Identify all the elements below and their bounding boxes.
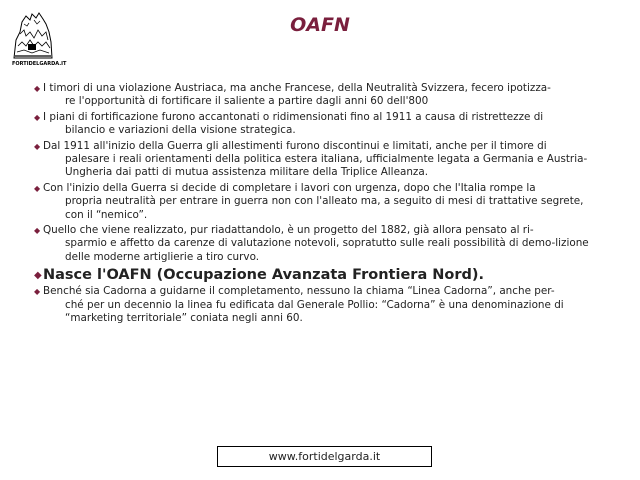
bullet-item-highlight: [34, 266, 604, 284]
bullet-line: Quello che viene realizzato, pur riadattandolo, è un progetto del 1882, già allora pensato al ri-: [43, 224, 534, 237]
diamond-bullet-icon: ◆: [34, 270, 42, 282]
bullet-item: [34, 111, 604, 138]
bullet-continuation: sparmio e affetto da carenze di valutazione notevoli, sopratutto sulle reali possibilità di demo-lizione delle moderne artiglierie a tiro curvo.: [65, 237, 589, 263]
bullet-item: [34, 285, 604, 325]
logo-text: FORTIDELGARDA.IT: [12, 61, 67, 67]
diamond-bullet-icon: ◆: [34, 112, 41, 122]
diamond-bullet-icon: ◆: [34, 183, 41, 193]
bullet-line: I timori di una violazione Austriaca, ma anche Francese, della Neutralità Svizzera, fecero ipotizza-: [43, 82, 551, 94]
diamond-bullet-icon: ◆: [34, 226, 41, 236]
highlight-text: Nasce l'OAFN (Occupazione Avanzata Frontiera Nord).: [43, 267, 485, 284]
bullet-continuation: propria neutralità per entrare in guerra non con l'alleato ma, a seguito di mesi di trattative segrete, con il “nemico”.: [65, 195, 584, 221]
bullet-continuation: bilancio e variazioni della visione strategica.: [65, 124, 296, 137]
bullet-item: [34, 224, 604, 264]
bullet-line: Con l'inizio della Guerra si decide di completare i lavori con urgenza, dopo che l'Italia rompe la: [43, 181, 536, 194]
diamond-bullet-icon: ◆: [34, 84, 41, 93]
page-title: OAFN: [290, 14, 350, 36]
bullet-line: Dal 1911 all'inizio della Guerra gli allestimenti furono discontinui e limitati, anche per il timore di: [43, 139, 547, 152]
bullet-line: I piani di fortificazione furono accantonati o ridimensionati fino al 1911 a causa di ristrettezze di: [43, 110, 544, 123]
diamond-bullet-icon: ◆: [34, 141, 41, 151]
bullet-item: [34, 182, 604, 222]
bullet-item: [34, 140, 604, 180]
bullet-line: Benché sia Cadorna a guidarne il completamento, nessuno la chiama “Linea Cadorna”, anche per-: [43, 285, 555, 298]
bullet-item: [34, 82, 604, 109]
bullet-continuation: ché per un decennio la linea fu edificata dal Generale Pollio: “Cadorna” è una denominazione di “marketing territoriale” coniata negli anni 60.: [65, 298, 564, 325]
diamond-bullet-icon: ◆: [34, 287, 41, 297]
footer-url[interactable]: www.fortidelgarda.it: [268, 450, 381, 463]
bullet-list: [34, 82, 604, 328]
footer-url-box[interactable]: [217, 446, 432, 467]
bullet-continuation: palesare i reali orientamenti della politica estera italiana, ufficialmente legata a Germania e Austria-Ungheria dai patti di mutua assistenza militare della Triplice Alleanza.: [65, 153, 588, 179]
bullet-continuation: re l'opportunità di fortificare il saliente a partire dagli anni 60 dell'800: [65, 95, 429, 108]
